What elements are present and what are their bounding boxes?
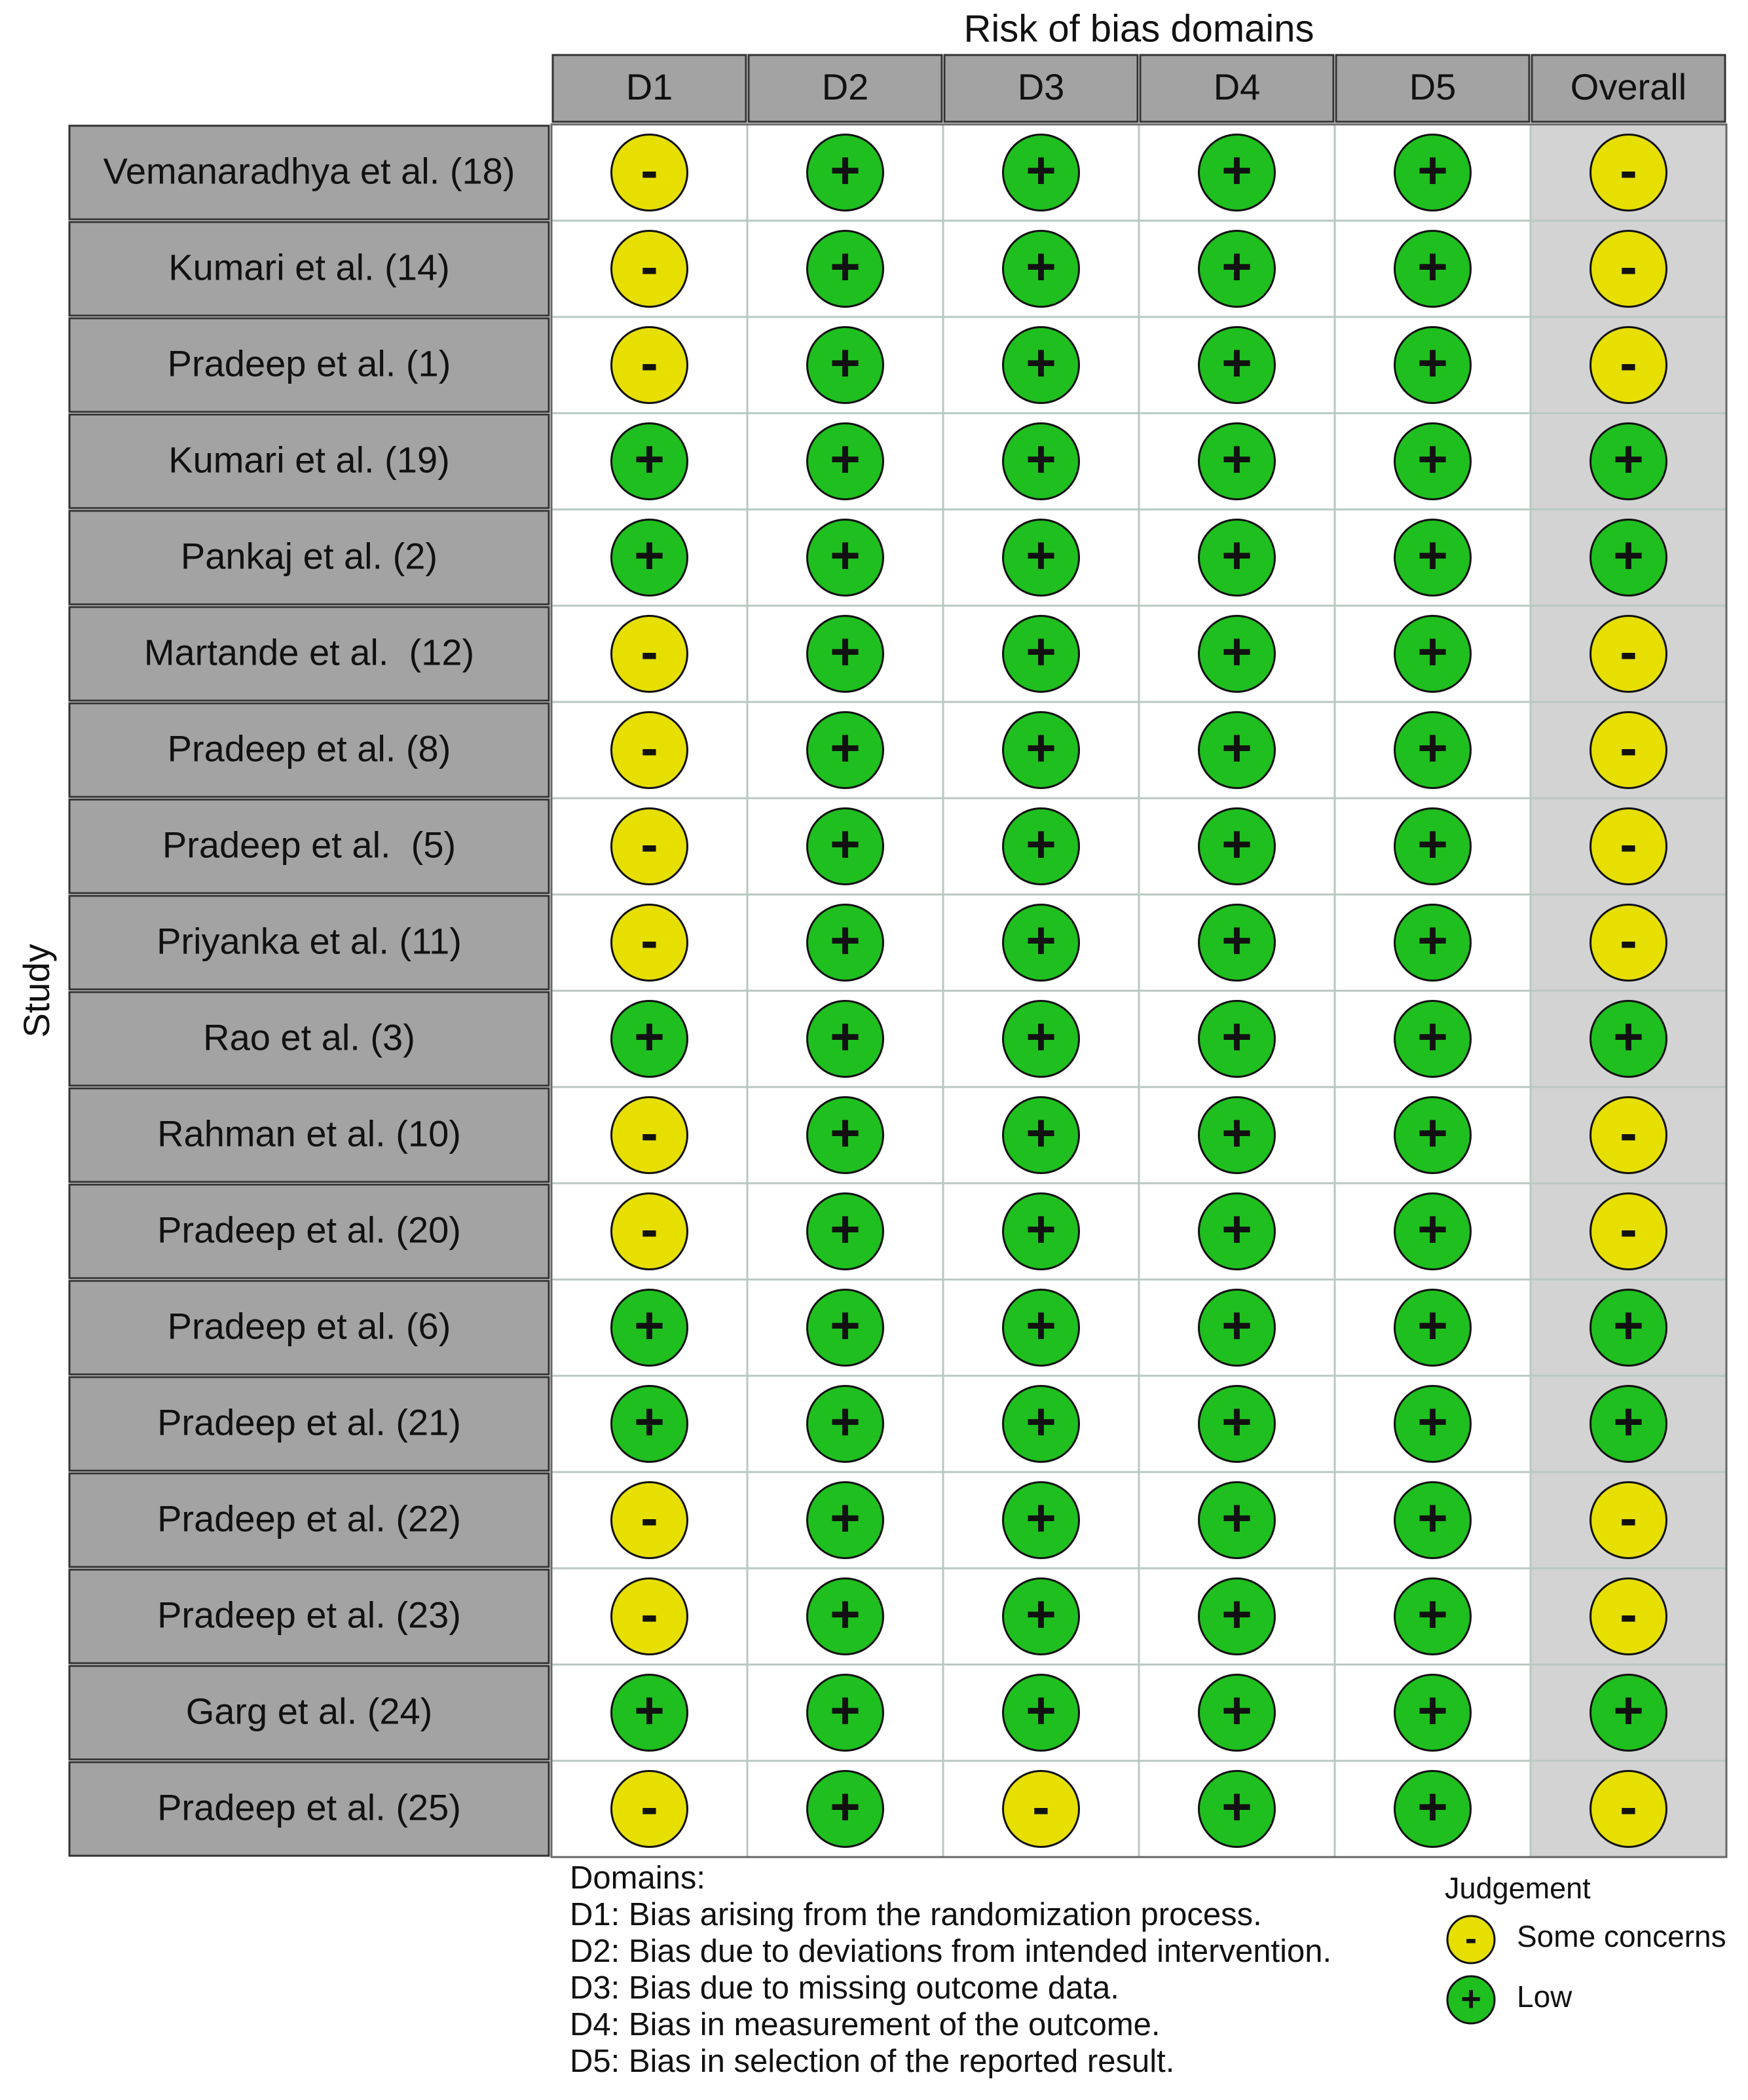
judgement-symbol: +	[830, 622, 861, 681]
y-axis-label: Study	[15, 944, 57, 1038]
judgement-symbol: +	[634, 1392, 665, 1451]
judgement-symbol: +	[1221, 911, 1252, 970]
judgement-symbol: +	[830, 1103, 861, 1162]
legend-label-some-concerns: Some concerns	[1517, 1919, 1726, 1953]
judgement-symbol: +	[1221, 815, 1252, 874]
judgement-symbol: +	[1613, 430, 1644, 488]
judgement-symbol: -	[641, 333, 658, 392]
judgement-symbol: +	[1221, 1103, 1252, 1162]
judgement-symbol: -	[1620, 237, 1637, 296]
judgement-symbol: +	[1417, 237, 1448, 296]
judgement-symbol: +	[1026, 815, 1056, 874]
judgement-symbol: +	[634, 1296, 665, 1355]
judgement-symbol: +	[1026, 237, 1056, 296]
svg-text:+: +	[1460, 1979, 1481, 2019]
domain-line-d3: D3: Bias due to missing outcome data.	[570, 1970, 1119, 2006]
judgement-symbol: +	[1026, 1681, 1056, 1740]
judgement-symbol: +	[1417, 1392, 1448, 1451]
judgement-symbol: +	[830, 237, 861, 296]
domain-line-d2: D2: Bias due to deviations from intended intervention.	[570, 1934, 1332, 1969]
judgement-symbol: +	[1221, 1488, 1252, 1547]
judgement-legend	[1434, 1871, 1742, 2026]
judgement-symbol: +	[1613, 526, 1644, 585]
study-label: Kumari et al. (14)	[168, 246, 450, 288]
judgement-symbol: +	[634, 430, 665, 488]
judgement-symbol: +	[1417, 1103, 1448, 1162]
judgement-symbol: +	[1417, 1681, 1448, 1740]
judgement-symbol: -	[641, 622, 658, 681]
judgement-symbol: +	[1417, 622, 1448, 681]
judgement-symbol: +	[1417, 526, 1448, 585]
domains-heading: Domains:	[570, 1860, 705, 1896]
judgement-symbol: +	[1026, 718, 1056, 777]
study-label: Pankaj et al. (2)	[180, 535, 438, 577]
judgement-symbol: +	[830, 1296, 861, 1355]
judgement-symbol: +	[1026, 1296, 1056, 1355]
judgement-symbol: -	[641, 1488, 658, 1547]
judgement-symbol: +	[830, 333, 861, 392]
judgement-symbol: +	[1221, 1007, 1252, 1066]
judgement-symbol: +	[1613, 1392, 1644, 1451]
study-label: Vemanaradhya et al. (18)	[103, 150, 515, 192]
judgement-symbol: +	[1221, 1585, 1252, 1644]
study-label: Pradeep et al. (5)	[162, 824, 456, 866]
judgement-symbol: +	[1026, 622, 1056, 681]
judgement-symbol: +	[830, 1585, 861, 1644]
judgement-symbol: +	[1613, 1681, 1644, 1740]
judgement-symbol: +	[1417, 1585, 1448, 1644]
judgement-symbol: +	[1221, 1392, 1252, 1451]
judgement-symbol: +	[1026, 526, 1056, 585]
judgement-symbol: +	[1221, 1200, 1252, 1259]
domain-line-d4: D4: Bias in measurement of the outcome.	[570, 2007, 1161, 2042]
chart-title: Risk of bias domains	[963, 7, 1314, 50]
header-label-overall: Overall	[1570, 65, 1687, 107]
legend-item-some-concerns	[1434, 1906, 1742, 1966]
study-label: Priyanka et al. (11)	[157, 920, 462, 962]
judgement-symbol: +	[1221, 430, 1252, 488]
judgement-symbol: +	[830, 1392, 861, 1451]
judgement-symbol: +	[830, 141, 861, 200]
judgement-symbol: +	[1613, 1296, 1644, 1355]
judgement-symbol: +	[1613, 1007, 1644, 1066]
judgement-symbol: +	[830, 815, 861, 874]
low-risk-icon	[1445, 1974, 1497, 2026]
study-label: Pradeep et al. (22)	[157, 1498, 461, 1539]
domain-line-d5: D5: Bias in selection of the reported result.	[570, 2044, 1175, 2079]
study-label: Pradeep et al. (25)	[157, 1786, 461, 1828]
study-label: Pradeep et al. (21)	[157, 1401, 461, 1443]
header-label-d5: D5	[1409, 65, 1457, 107]
judgement-symbol: +	[1417, 815, 1448, 874]
judgement-symbol: -	[1620, 1103, 1637, 1162]
judgement-symbol: +	[1026, 1392, 1056, 1451]
judgement-symbol: -	[641, 911, 658, 970]
study-label: Kumari et al. (19)	[168, 439, 450, 481]
domain-line-d1: D1: Bias arising from the randomization process.	[570, 1897, 1262, 1932]
judgement-symbol: +	[1417, 1007, 1448, 1066]
judgement-symbol: +	[1417, 1488, 1448, 1547]
judgement-symbol: +	[1221, 622, 1252, 681]
judgement-symbol: +	[830, 718, 861, 777]
judgement-symbol: +	[1417, 718, 1448, 777]
judgement-symbol: -	[1620, 1488, 1637, 1547]
judgement-symbol: +	[1026, 1007, 1056, 1066]
judgement-symbol: +	[830, 1681, 861, 1740]
judgement-symbol: -	[1620, 718, 1637, 777]
study-label: Garg et al. (24)	[185, 1690, 433, 1732]
domains-description	[570, 1860, 1421, 2080]
judgement-symbol: +	[1221, 526, 1252, 585]
legend-item-low	[1434, 1966, 1742, 2026]
judgement-symbol: +	[830, 1777, 861, 1836]
judgement-symbol: +	[1221, 1681, 1252, 1740]
judgement-symbol: -	[1620, 1777, 1637, 1836]
judgement-symbol: +	[1417, 141, 1448, 200]
judgement-symbol: -	[1620, 911, 1637, 970]
judgement-symbol: +	[634, 526, 665, 585]
judgement-symbol: +	[830, 911, 861, 970]
study-label: Pradeep et al. (1)	[167, 342, 451, 384]
judgement-symbol: -	[1032, 1777, 1050, 1836]
judgement-symbol: -	[641, 141, 658, 200]
study-label: Pradeep et al. (23)	[157, 1594, 461, 1636]
judgement-symbol: +	[1026, 333, 1056, 392]
judgement-symbol: +	[1417, 1200, 1448, 1259]
judgement-symbol: +	[1221, 1777, 1252, 1836]
judgement-symbol: -	[1620, 1585, 1637, 1644]
judgement-symbol: +	[634, 1007, 665, 1066]
judgement-symbol: +	[1026, 911, 1056, 970]
header-label-d4: D4	[1213, 65, 1261, 107]
some-concerns-icon	[1445, 1913, 1497, 1966]
judgement-symbol: -	[641, 1103, 658, 1162]
judgement-symbol: -	[1620, 815, 1637, 874]
study-label: Pradeep et al. (20)	[157, 1209, 461, 1251]
judgement-symbol: +	[830, 1007, 861, 1066]
judgement-symbol: -	[641, 718, 658, 777]
judgement-symbol: -	[641, 815, 658, 874]
judgement-symbol: -	[1620, 1200, 1637, 1259]
judgement-symbol: +	[830, 1200, 861, 1259]
svg-text:-: -	[1465, 1919, 1477, 1959]
judgement-symbol: -	[641, 1585, 658, 1644]
judgement-symbol: +	[830, 526, 861, 585]
study-label: Rahman et al. (10)	[157, 1113, 461, 1154]
judgement-symbol: +	[1221, 237, 1252, 296]
judgement-symbol: +	[1026, 430, 1056, 488]
judgement-symbol: -	[1620, 141, 1637, 200]
judgement-symbol: +	[1417, 333, 1448, 392]
judgement-symbol: -	[641, 1200, 658, 1259]
judgement-symbol: +	[1417, 1296, 1448, 1355]
judgement-symbol: +	[634, 1681, 665, 1740]
judgement-symbol: +	[1221, 333, 1252, 392]
judgement-symbol: +	[1417, 911, 1448, 970]
study-label: Pradeep et al. (6)	[167, 1305, 451, 1347]
judgement-symbol: +	[830, 1488, 861, 1547]
judgement-symbol: -	[641, 1777, 658, 1836]
judgement-symbol: +	[1221, 1296, 1252, 1355]
header-label-d2: D2	[821, 65, 869, 107]
judgement-symbol: +	[1026, 1488, 1056, 1547]
judgement-symbol: +	[1221, 141, 1252, 200]
judgement-symbol: +	[1026, 1585, 1056, 1644]
judgement-symbol: +	[1026, 141, 1056, 200]
study-label: Pradeep et al. (8)	[167, 728, 451, 769]
legend-title: Judgement	[1445, 1871, 1591, 1905]
study-label: Martande et al. (12)	[143, 631, 475, 673]
legend-label-low: Low	[1517, 1980, 1572, 2014]
judgement-symbol: -	[1620, 622, 1637, 681]
judgement-symbol: -	[1620, 333, 1637, 392]
header-label-d3: D3	[1017, 65, 1065, 107]
judgement-symbol: +	[1221, 718, 1252, 777]
judgement-symbol: +	[1417, 1777, 1448, 1836]
header-label-d1: D1	[625, 65, 673, 107]
judgement-symbol: +	[1026, 1200, 1056, 1259]
judgement-symbol: -	[641, 237, 658, 296]
judgement-symbol: +	[1026, 1103, 1056, 1162]
study-label: Rao et al. (3)	[203, 1016, 415, 1058]
judgement-symbol: +	[1417, 430, 1448, 488]
judgement-symbol: +	[830, 430, 861, 488]
